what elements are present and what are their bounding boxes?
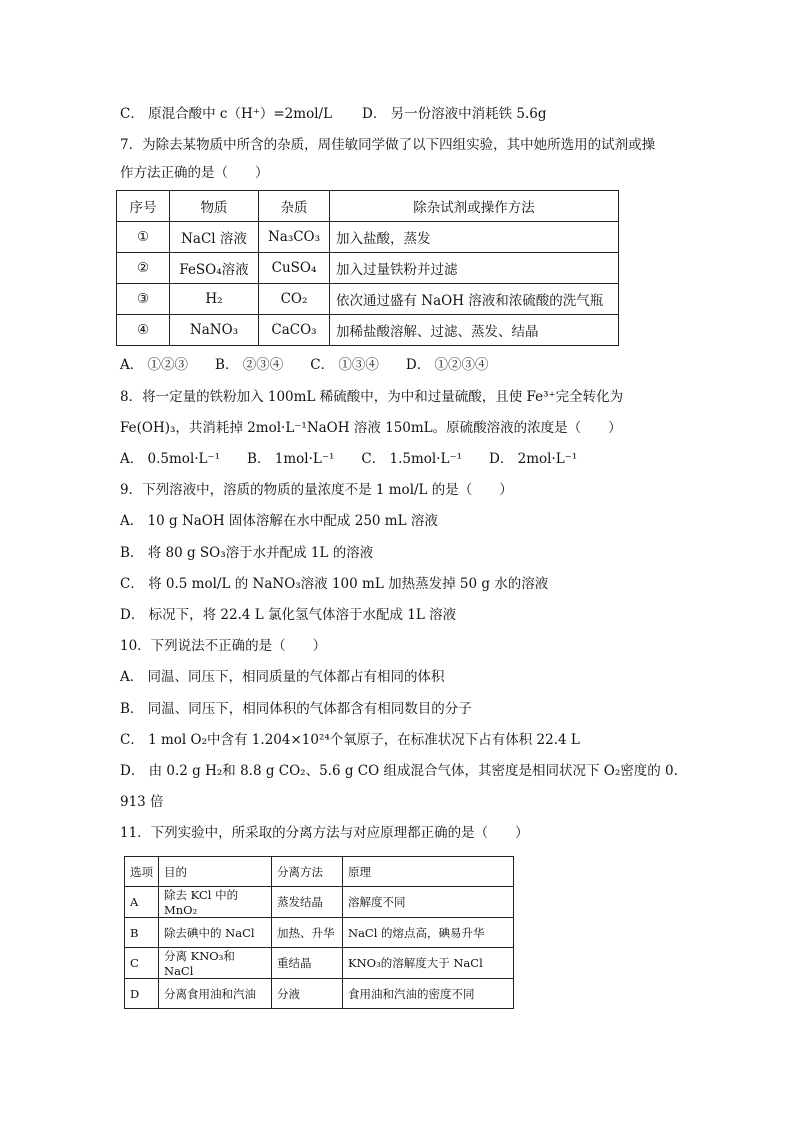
q10-option-d-line2: 913 倍 (120, 794, 164, 810)
table-cell: B (125, 918, 159, 948)
table-cell: 重结晶 (272, 948, 343, 979)
table-cell: 分离食用油和汽油 (159, 979, 272, 1009)
q8-options: A． 0.5mol·L⁻¹ B． 1mol·L⁻¹ C． 1.5mol·L⁻¹ D． 2mol·L⁻¹ (120, 451, 578, 467)
table-cell: A (125, 887, 159, 918)
table-cell: KNO₃的溶解度大于 NaCl (343, 948, 514, 979)
header-cell: 除杂试剂或操作方法 (330, 191, 619, 222)
table-cell: 溶解度不同 (343, 887, 514, 918)
table-cell: ③ (117, 284, 170, 315)
table-cell: 加热、升华 (272, 918, 343, 948)
text-cursor-mark (513, 858, 514, 872)
table-cell: NaCl 溶液 (170, 222, 259, 253)
table-cell: 蒸发结晶 (272, 887, 343, 918)
table-cell: 依次通过盛有 NaOH 溶液和浓硫酸的洗气瓶 (330, 284, 619, 315)
table-cell: NaNO₃ (170, 315, 259, 346)
table-cell: 加入过量铁粉并过滤 (330, 253, 619, 284)
table-cell: FeSO₄溶液 (170, 253, 259, 284)
q9-option-a: A． 10 g NaOH 固体溶解在水中配成 250 mL 溶液 (120, 513, 438, 529)
q9-option-b: B． 将 80 g SO₃溶于水并配成 1L 的溶液 (120, 545, 374, 561)
table-cell: NaCl 的熔点高，碘易升华 (343, 918, 514, 948)
q9-stem: 9．下列溶液中，溶质的物质的量浓度不是 1 mol/L 的是（ ） (120, 482, 513, 498)
header-cell: 选项 (125, 857, 159, 887)
table-row (125, 887, 514, 918)
header-cell: 原理 (343, 857, 514, 887)
q9-option-c: C． 将 0.5 mol/L 的 NaNO₃溶液 100 mL 加热蒸发掉 50 g 水的溶液 (120, 576, 549, 592)
table-cell: Na₃CO₃ (259, 222, 330, 253)
table-cell: D (125, 979, 159, 1009)
table-cell: 除去碘中的 NaCl (159, 918, 272, 948)
table-header-row (117, 191, 619, 222)
q7-table (116, 190, 619, 346)
table-row (117, 222, 619, 253)
q10-stem: 10．下列说法不正确的是（ ） (120, 638, 327, 654)
q9-option-d: D． 标况下，将 22.4 L 氯化氢气体溶于水配成 1L 溶液 (120, 607, 457, 623)
q10-option-b: B． 同温、同压下，相同体积的气体都含有相同数目的分子 (120, 701, 472, 717)
table-row (117, 253, 619, 284)
q6-option-d: D． 另一份溶液中消耗铁 5.6g (362, 106, 547, 122)
table-cell: ① (117, 222, 170, 253)
q10-option-a: A． 同温、同压下，相同质量的气体都占有相同的体积 (120, 669, 445, 685)
table-cell: H₂ (170, 284, 259, 315)
table-row (125, 918, 514, 948)
table-cell: CO₂ (259, 284, 330, 315)
table-cell: 食用油和汽油的密度不同 (343, 979, 514, 1009)
table-cell: 加稀盐酸溶解、过滤、蒸发、结晶 (330, 315, 619, 346)
header-cell: 分离方法 (272, 857, 343, 887)
q6-option-c: C． 原混合酸中 c（H⁺）=2mol/L (120, 106, 333, 122)
header-cell: 序号 (117, 191, 170, 222)
table-cell: 加入盐酸，蒸发 (330, 222, 619, 253)
q8-stem-line2: Fe(OH)₃，共消耗掉 2mol·L⁻¹NaOH 溶液 150mL。原硫酸溶液的浓度是（ ） (120, 420, 622, 436)
table-cell: 分液 (272, 979, 343, 1009)
header-cell: 目的 (159, 857, 272, 887)
table-header-row (125, 857, 514, 887)
q10-option-d-line1: D． 由 0.2 g H₂和 8.8 g CO₂、5.6 g CO 组成混合气体，其密度是相同状况下 O₂密度的 0. (120, 763, 678, 779)
q8-stem-line1: 8．将一定量的铁粉加入 100mL 稀硫酸中，为中和过量硫酸，且使 Fe³⁺完全转化为 (120, 389, 624, 405)
q11-table (124, 856, 514, 1009)
q7-stem-line1: 7．为除去某物质中所含的杂质，周佳敏同学做了以下四组实验，其中她所选用的试剂或操 (120, 137, 656, 153)
table-row (125, 979, 514, 1009)
q7-stem-line2: 作方法正确的是（ ） (120, 165, 269, 181)
q7-options: A． ①②③ B． ②③④ C． ①③④ D． ①②③④ (120, 357, 489, 373)
q10-option-c: C． 1 mol O₂中含有 1.204×10²⁴个氧原子，在标准状况下占有体积 22.4 L (120, 732, 580, 748)
header-cell: 杂质 (259, 191, 330, 222)
table-cell: ④ (117, 315, 170, 346)
table-cell: CuSO₄ (259, 253, 330, 284)
q11-stem: 11．下列实验中，所采取的分离方法与对应原理都正确的是（ ） (120, 825, 529, 841)
table-cell: ② (117, 253, 170, 284)
table-cell: 分离 KNO₃和 NaCl (159, 948, 272, 979)
table-cell: 除去 KCl 中的 MnO₂ (159, 887, 272, 918)
table-row (117, 315, 619, 346)
header-cell: 物质 (170, 191, 259, 222)
table-cell: CaCO₃ (259, 315, 330, 346)
table-cell: C (125, 948, 159, 979)
table-row (117, 284, 619, 315)
table-row (125, 948, 514, 979)
